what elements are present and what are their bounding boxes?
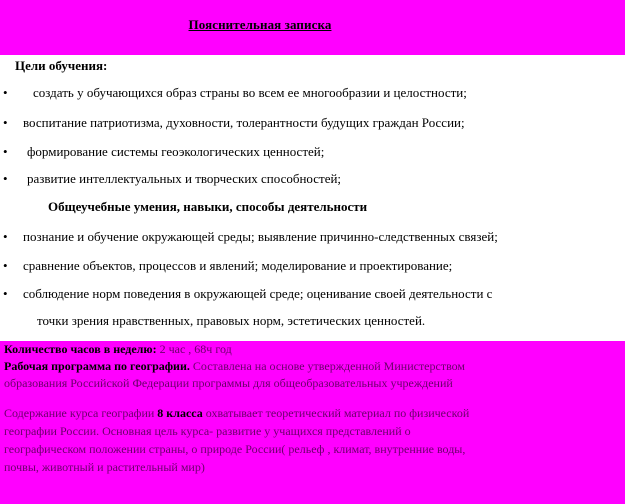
content-suffix: охватывает теоретический материал по физической — [205, 406, 470, 420]
goal-item: формирование системы геоэкологических ценностей; — [27, 144, 325, 159]
content-line-4: почвы, животный и растительный мир) — [4, 460, 205, 474]
bullet-icon: • — [3, 144, 8, 159]
page-title: Пояснительная записка — [188, 17, 332, 32]
content-line-3: географическом положении страны, о природе России( рельеф , климат, внутренние воды, — [4, 442, 466, 456]
hours-value: 2 час , 68ч год — [159, 342, 232, 356]
bullet-icon: • — [3, 229, 8, 244]
bullet-icon: • — [3, 171, 8, 186]
goal-item: создать у обучающихся образ страны во всем ее многообразии и целостности; — [33, 85, 467, 100]
content-grade: 8 класса — [157, 406, 203, 420]
content-line-2: географии России. Основная цель курса- развитие у учащихся представлений о — [4, 424, 411, 438]
skill-item: сравнение объектов, процессов и явлений; моделирование и проектирование; — [23, 258, 453, 273]
hours-label: Количество часов в неделю: — [4, 342, 157, 356]
skill-item: соблюдение норм поведения в окружающей среде; оценивание своей деятельности с — [23, 286, 493, 301]
goal-item: развитие интеллектуальных и творческих способностей; — [27, 171, 342, 186]
skills-heading: Общеучебные умения, навыки, способы деятельности — [48, 199, 368, 214]
content-line — [4, 406, 469, 421]
skill-item-continued: точки зрения нравственных, правовых норм, эстетических ценностей. — [37, 313, 426, 328]
bullet-icon: • — [3, 286, 8, 301]
program-label: Рабочая программа по географии. — [4, 359, 190, 373]
content-prefix: Содержание курса географии — [4, 406, 155, 420]
bullet-icon: • — [3, 115, 8, 130]
skill-item: познание и обучение окружающей среды; выявление причинно-следственных связей; — [23, 229, 498, 244]
program-text-continued: образования Российской Федерации программы для общеобразовательных учреждений — [4, 376, 453, 390]
goals-heading: Цели обучения: — [15, 58, 108, 73]
hours-line — [4, 342, 232, 357]
goal-item: воспитание патриотизма, духовности, толерантности будущих граждан России; — [23, 115, 465, 130]
bullet-icon: • — [3, 258, 8, 273]
program-line — [4, 359, 465, 374]
bullet-icon: • — [3, 85, 8, 100]
program-text: Составлена на основе утвержденной Министерством — [192, 359, 466, 373]
